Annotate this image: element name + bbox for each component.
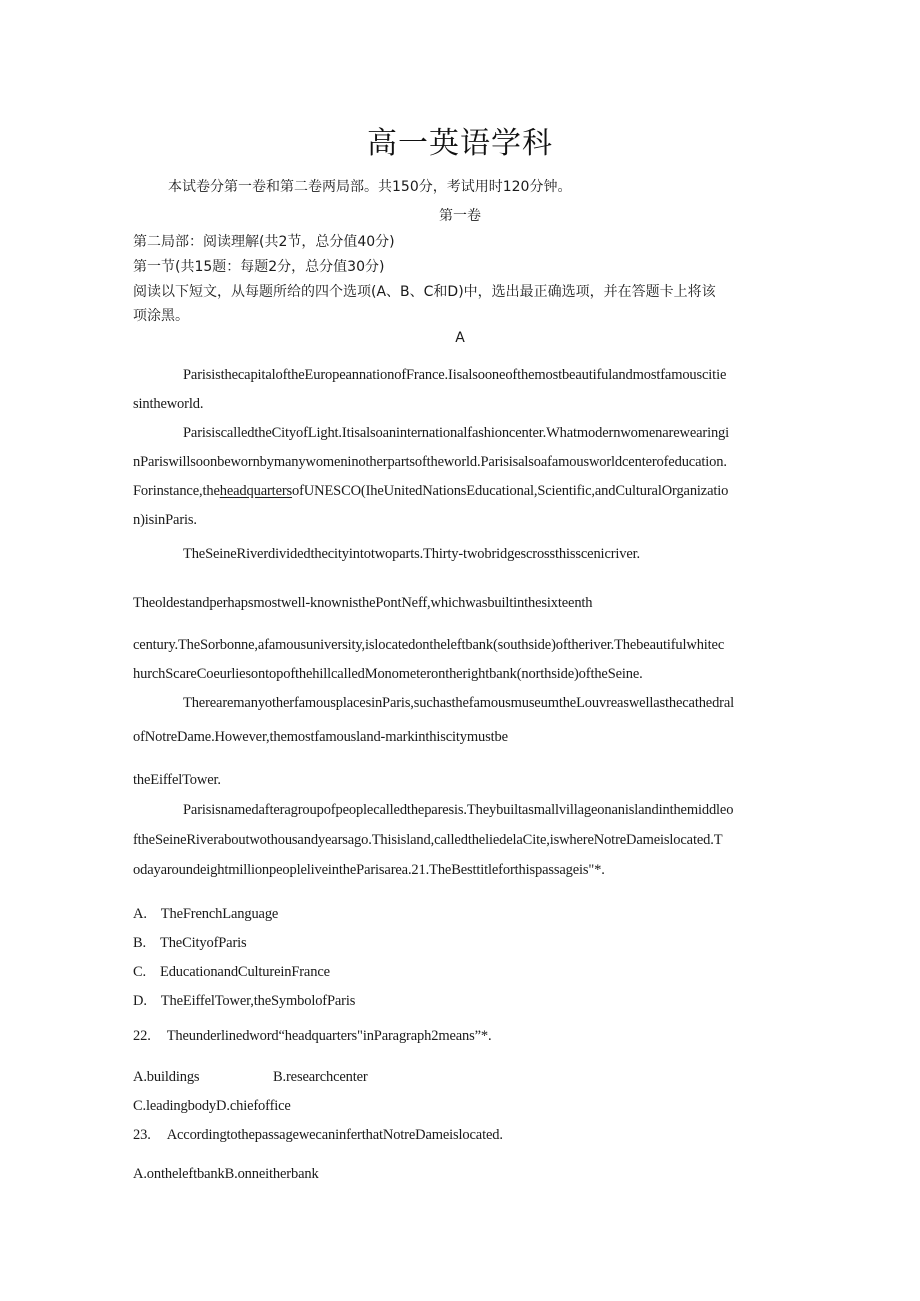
passage-line: nPariswillsoonbewornbymanywomeninotherpartsoftheworld.Parisisalsoafamousworldcenterofeducation. xyxy=(133,454,727,470)
section-heading: 第一节(共15题：每题2分，总分值30分) xyxy=(133,259,385,275)
option-letter: D. xyxy=(133,993,147,1009)
question-number: 22. xyxy=(133,1028,151,1044)
page-title: 高一英语学科 xyxy=(367,126,553,161)
passage-line: ofNotreDame.However,themostfamousland-markinthiscitymustbe xyxy=(133,729,508,745)
passage-line xyxy=(133,483,728,500)
exam-intro: 本试卷分第一卷和第二卷两局部。共150分，考试用时120分钟。 xyxy=(168,179,572,195)
underlined-word-headquarters: headquarters xyxy=(219,483,293,499)
passage-line: ParisisthecapitaloftheEuropeannationofFrance.Iisalsooneofthemostbeautifulandmostfamouscitie xyxy=(183,367,727,383)
option-text: TheEiffelTower,theSymbolofParis xyxy=(160,993,356,1009)
question-text: Theunderlinedword“headquarters"inParagraph2means”*. xyxy=(166,1028,492,1044)
text-segment: ofUNESCO(IheUnitedNationsEducational,Scientific,andCulturalOrganizatio xyxy=(292,483,729,499)
instructions-line: 阅读以下短文，从每题所给的四个选项(A、B、C和D)中，选出最正确选项，并在答题卡上将该 xyxy=(133,284,716,300)
question-number: 23. xyxy=(133,1127,151,1143)
q22-stem xyxy=(133,1028,491,1045)
instructions-line: 项涂黑。 xyxy=(133,308,189,324)
q23-option-ab: A.ontheleftbankB.onneitherbank xyxy=(133,1166,319,1182)
passage-line: sintheworld. xyxy=(133,396,204,412)
option-text: TheCityofParis xyxy=(160,935,247,951)
question-text: AccordingtothepassagewecaninferthatNotreDameislocated. xyxy=(166,1127,503,1143)
text-segment: Forinstance,the xyxy=(133,483,220,499)
passage-line: ftheSeineRiveraboutwothousandyearsago.Thisisland,calledtheliedelaCite,iswhereNotreDameislocated.T xyxy=(133,832,723,848)
option-letter: B. xyxy=(133,935,146,951)
q22-option-cd: C.leadingbodyD.chiefoffice xyxy=(133,1098,291,1114)
passage-line: ParisiscalledtheCityofLight.Itisalsoaninternationalfashioncenter.Whatmodernwomenarewearingi xyxy=(183,425,730,441)
passage-line: odayaroundeightmillionpeopleliveintheParisarea.21.TheBesttitleforthispassageis"*. xyxy=(133,862,605,878)
option-letter: A. xyxy=(133,906,147,922)
q21-option-d xyxy=(133,993,355,1010)
option-text: EducationandCultureinFrance xyxy=(160,964,330,980)
option-text: TheFrenchLanguage xyxy=(160,906,279,922)
passage-line: Parisisnamedafteragroupofpeoplecalledtheparesis.Theybuiltasmallvillageonanislandinthemiddleo xyxy=(183,802,734,818)
q23-stem xyxy=(133,1127,503,1144)
passage-line: TheSeineRiverdividedthecityintotwoparts.Thirty-twobridgescrossthisscenicriver. xyxy=(183,546,641,562)
passage-label: A xyxy=(455,330,465,346)
passage-line: theEiffelTower. xyxy=(133,772,221,788)
q21-option-a xyxy=(133,906,278,923)
part-heading: 第二局部：阅读理解(共2节，总分值40分) xyxy=(133,234,395,250)
q21-option-c xyxy=(133,964,330,981)
volume-heading: 第一卷 xyxy=(439,208,481,224)
q22-option-a: A.buildings xyxy=(133,1069,200,1085)
q22-option-b: B.researchcenter xyxy=(273,1069,368,1085)
passage-line: Theoldestandperhapsmostwell-knownisthePontNeff,whichwasbuiltinthesixteenth xyxy=(133,595,593,611)
passage-line: century.TheSorbonne,afamousuniversity,islocatedontheleftbank(southside)oftheriver.Thebeautifulwhitec xyxy=(133,637,725,653)
passage-line: n)isinParis. xyxy=(133,512,197,528)
option-letter: C. xyxy=(133,964,146,980)
passage-line: hurchScareCoeurliesontopofthehillcalledMonometerontherightbank(northside)oftheSeine. xyxy=(133,666,643,682)
q21-option-b xyxy=(133,935,247,952)
passage-line: TherearemanyotherfamousplacesinParis,suchasthefamousmuseumtheLouvreaswellasthecathedral xyxy=(183,695,735,711)
